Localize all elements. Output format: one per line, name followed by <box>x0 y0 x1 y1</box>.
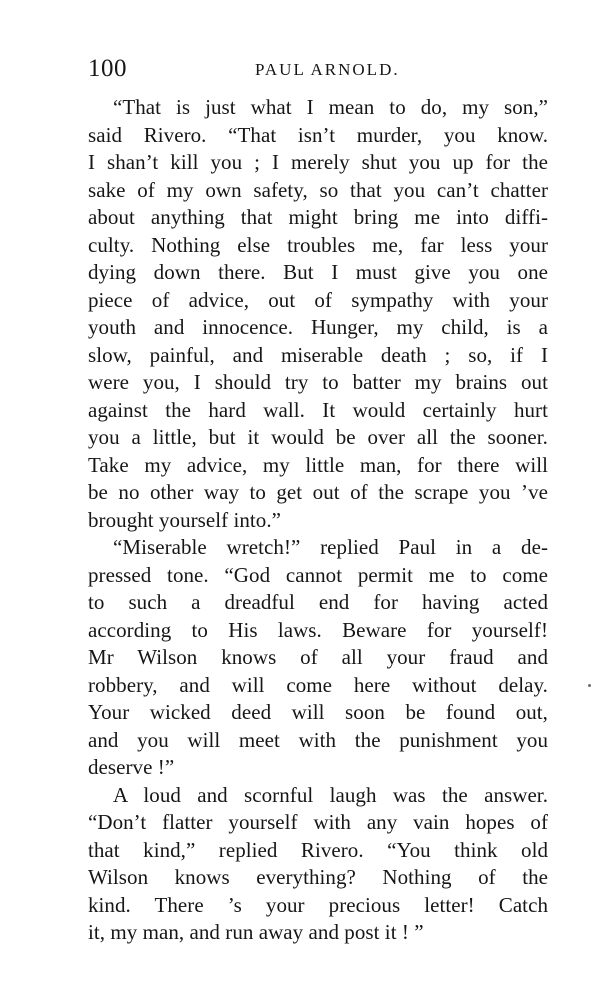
text-line: it, my man, and run away and post it ! ” <box>88 920 424 944</box>
text-line: “Don’t flatter yourself with any vain hopes of <box>88 810 548 834</box>
text-line: Mr Wilson knows of all your fraud and <box>88 645 548 669</box>
page-number: 100 <box>88 55 127 82</box>
text-line: piece of advice, out of sympathy with your <box>88 287 548 312</box>
text-line: slow, painful, and miserable death ; so, if I <box>88 342 548 367</box>
text-line: Wilson knows everything? Nothing of the <box>88 865 548 889</box>
text-line: against the hard wall. It would certainly hurt <box>88 397 548 422</box>
text-line: to such a dreadful end for having acted <box>88 590 548 614</box>
text-line: were you, I should try to batter my brains out <box>88 370 548 394</box>
text-line: deserve !” <box>88 755 175 779</box>
text-line: “Miserable wretch!” replied Paul in a de- <box>113 535 548 559</box>
text-line: about anything that might bring me into diffi- <box>88 205 548 229</box>
text-line: “That is just what I mean to do, my son,” <box>113 95 548 119</box>
text-line: you a little, but it would be over all the sooner. <box>88 425 548 449</box>
text-line: that kind,” replied Rivero. “You think old <box>88 837 548 862</box>
text-line: dying down there. But I must give you one <box>88 260 548 284</box>
text-line: and you will meet with the punishment you <box>88 727 548 752</box>
running-title: PAUL ARNOLD. <box>255 60 400 79</box>
text-line: according to His laws. Beware for yourself! <box>88 617 548 642</box>
text-line: Take my advice, my little man, for there will <box>88 452 548 477</box>
text-line: said Rivero. “That isn’t murder, you know. <box>88 122 548 147</box>
text-line: A loud and scornful laugh was the answer. <box>113 782 548 807</box>
text-line: sake of my own safety, so that you can’t chatter <box>88 177 548 202</box>
text-line: youth and innocence. Hunger, my child, is a <box>88 315 548 339</box>
body-text <box>88 94 548 947</box>
print-speck <box>588 684 591 687</box>
text-line: culty. Nothing else troubles me, far less your <box>88 232 548 257</box>
text-line: pressed tone. “God cannot permit me to come <box>88 562 548 587</box>
text-line: be no other way to get out of the scrape you ’ve <box>88 480 548 504</box>
text-line: robbery, and will come here without delay. <box>88 672 548 697</box>
text-line: brought yourself into.” <box>88 507 282 532</box>
text-line: Your wicked deed will soon be found out, <box>88 700 548 724</box>
page-header <box>88 54 550 84</box>
text-line: kind. There ’s your precious letter! Catch <box>88 892 548 917</box>
text-line: I shan’t kill you ; I merely shut you up for the <box>88 150 548 174</box>
